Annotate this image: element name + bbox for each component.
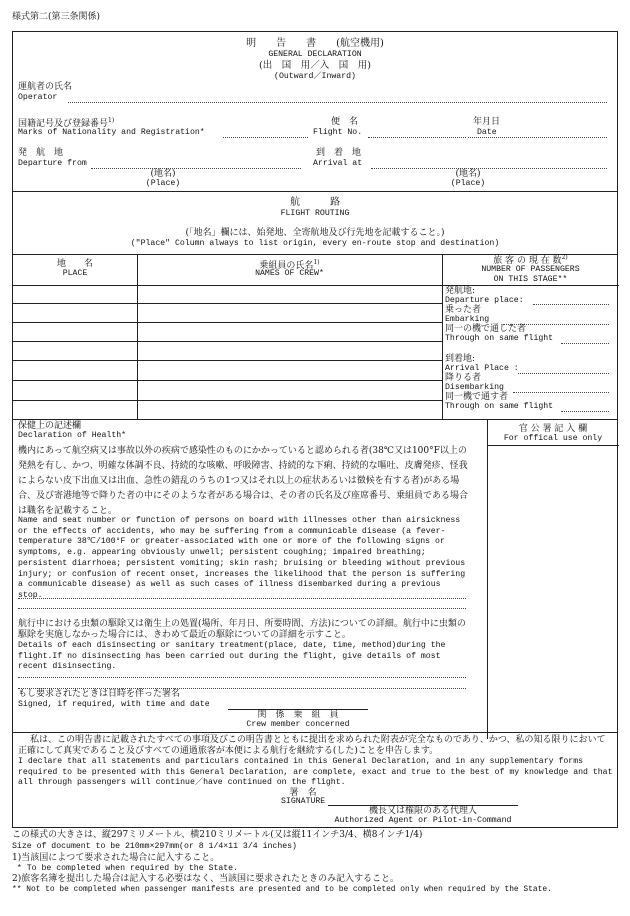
health-p1-en: Name and seat number or function of persons on board with illnesses other than airsickness or the effects of accidents, who may be suffering from a communicable disease (a fever-temperature 38℃/100°F or greater-associated with one or more of the following signs or symptoms, e.g. appearing obviously unwell; persistent coughing; impaired breathing; persistent diarrhoea; persistent vomiting; skin rash; bruising or bleeding without previous injury; or confusion of recent onset, increases the likelihood that the person is suffering a communicable disease) as well as such cases of illness disembarked during a previous stop.	[18, 516, 466, 600]
crew-concerned-ja: 関 係 乗 組 員	[257, 710, 339, 720]
agent-en: Authorized Agent or Pilot-in-Command	[334, 816, 512, 825]
subtitle-ja: (出 国 用／入 国 用)	[259, 60, 371, 71]
departure-place-en: (Place)	[145, 179, 181, 188]
pass-thr1-ja: 同一の機で通した者	[445, 324, 527, 334]
arrival-place-ja: (地名)	[455, 169, 481, 179]
pass-col-en2: ON THIS STAGE**	[493, 275, 568, 284]
pass-arr-en: Arrival Place :	[445, 364, 519, 373]
pass-dep-ja: 発航地:	[445, 286, 476, 296]
official-en: For offical use only	[503, 434, 603, 443]
flight-label-en: Flight No.	[313, 128, 363, 137]
routing-title-en: FLIGHT ROUTING	[280, 209, 350, 218]
pass-thr2-ja: 同一機で通す者	[445, 392, 509, 402]
footnote-1-en: * To be completed when required by the State.	[12, 864, 239, 873]
marks-label-en: Marks of Nationality and Registration*	[18, 128, 205, 137]
operator-label-en: Operator	[18, 93, 58, 102]
health-title-en: Declaration of Health*	[18, 431, 127, 440]
pass-dis-ja: 降りる者	[445, 373, 482, 383]
health-p1-ja: 機内にあって航空病又は事故以外の疾病で感染性のものにかかっていると認められる者(38℃又は100°F以上の発熱を有し、かつ、明確な体調不良、持続的な咳嗽、呼吸障害、持続的な下痢、持続的な嘔吐、皮膚発疹、怪我によらない皮下出血又は出血、急性の錯乱のうちの1つ又はそれ以上の症状あるいは徴候を有する者)がある場合、及び寄港地等で降りた者の中にそのような者がある場合は、その者の氏名及び座席番号、乗組員である場合は職名を記載すること。	[18, 446, 469, 516]
signature-en: SIGNATURE	[281, 797, 326, 806]
flight-label-ja: 便 名	[331, 117, 359, 127]
subtitle-en: (Outward／Inward)	[274, 72, 356, 81]
flight-field[interactable]	[368, 137, 466, 138]
departure-label-en: Departure from	[18, 159, 87, 168]
pass-thr2-en: Through on same flight	[445, 402, 554, 411]
signature-ja: 署 名	[289, 788, 317, 798]
health-p2-ja: 航行中における虫類の駆除又は衛生上の処置(場所、年月日、所要時間、方法)についての詳細。航行中に虫類の駆除を実施しなかった場合には、きわめて最近の駆除についての詳細を示すこと。	[18, 619, 466, 640]
marks-label-ja: 国籍記号及び登録番号$^{1)}$	[18, 117, 115, 129]
footnote-1-ja: 1)当該国によつて要求された場合に記入すること。	[12, 853, 220, 863]
signed-en: Signed, if required, with time and date	[18, 700, 210, 709]
pass-emb-en: Embarking	[445, 315, 490, 324]
pass-col-en1: NUMBER OF PASSENGERS	[481, 265, 580, 274]
pass-thr1-field[interactable]	[561, 343, 609, 344]
health-p2-en: Details of each disinsecting or sanitary treatment(place, date, time, method)during the flight.If no disinsecting has been carried out during the flight, give details of most recent disinsecting.	[18, 641, 446, 672]
footnote-2-ja: 2)旅客名簿を提出した場合は記入する必要はなく、当該国に要求されたときのみ記入すること。	[12, 874, 400, 884]
departure-label-ja: 発 航 地	[18, 148, 64, 158]
health-title-ja: 保健上の記述欄	[18, 421, 82, 431]
crew-concerned-en: Crew member concerned	[246, 720, 350, 729]
crew-col-en: NAMES OF CREW*	[255, 269, 324, 278]
agent-ja: 機長又は権限のある代理人	[368, 806, 477, 816]
arrival-place-en: (Place)	[450, 179, 486, 188]
departure-place-ja: (地名)	[150, 169, 176, 179]
place-col-ja: 地 名	[56, 259, 93, 269]
footnote-size-ja: この様式の大きさは、縦297ミリメートル、横210ミリメートル(又は縦11インチ3/4、横8インチ1/4)	[12, 830, 423, 840]
pass-emb-ja: 乗った者	[445, 305, 482, 315]
operator-field[interactable]	[68, 102, 607, 103]
date-field[interactable]	[468, 137, 607, 138]
pass-arr-ja: 到着地:	[445, 354, 476, 364]
health-line-1[interactable]	[18, 598, 466, 599]
crew-col-ja: 乗組員の氏名$^{1)}$	[259, 259, 320, 271]
arrival-label-en: Arrival at	[313, 159, 363, 168]
health-line-3[interactable]	[18, 677, 466, 678]
operator-label-ja: 運航者の氏名	[18, 82, 73, 92]
pass-dep-en: Departure place:	[445, 296, 524, 305]
signed-ja: もし要求されたときは日時を伴った署名	[18, 689, 181, 699]
footnote-2-en: ** Not to be completed when passenger manifests are presented and to be completed only when required by the State.	[12, 885, 552, 894]
arrival-label-ja: 到 着 地	[316, 148, 362, 158]
title-ja: 明 告 書 (航空機用)	[246, 38, 384, 49]
routing-note-ja: (「地名」欄には、始発地、全寄航地及び行先地を記載すること。)	[185, 228, 445, 238]
pass-thr2-field[interactable]	[561, 411, 609, 412]
declare-ja: 私は、この明告書に記載されたすべての事項及びこの明告書とともに提出を求められた附表が完全なものであり、かつ、私の知る限りにおいて正確にして真実であること及びすべての通過旅客が本便による航行を継続する(した)ことを申告します。	[18, 735, 606, 756]
date-label-ja: 年月日	[473, 117, 501, 127]
routing-note-en: ("Place" Column always to list origin, every en-route stop and destination)	[130, 239, 500, 248]
date-label-en: Date	[477, 128, 497, 137]
departure-field[interactable]	[91, 168, 301, 169]
pass-dis-en: Disembarking	[445, 383, 504, 392]
place-col-en: PLACE	[62, 269, 88, 278]
official-ja: 官 公 署 記 入 欄	[518, 424, 588, 434]
routing-title-ja: 航 路	[290, 197, 340, 208]
pass-dis-field[interactable]	[513, 392, 609, 393]
form-label: 様式第二(第三条関係)	[12, 12, 101, 22]
pass-thr1-en: Through on same flight	[445, 334, 554, 343]
marks-field[interactable]	[223, 137, 308, 138]
pass-col-ja: 旅 客 の 現 在 数$^{2)}$	[493, 254, 568, 266]
footnote-size-en: Size of document to be 210mm×297mm(or 8 1/4×11 3/4 inches)	[12, 842, 297, 851]
pass-arr-field[interactable]	[518, 373, 609, 374]
declare-en: I declare that all statements and particulars contained in this General Declaration, and in any supplementary forms required to be presented with this General Declaration, are complete, exact and true to the best of my knowledge and that all through passengers will continue／have continued on the flight.	[18, 757, 613, 787]
title-en: GENERAL DECLARATION	[268, 50, 362, 59]
health-line-2[interactable]	[18, 608, 466, 609]
declaration-form	[12, 31, 618, 828]
pass-dep-field[interactable]	[533, 304, 609, 305]
